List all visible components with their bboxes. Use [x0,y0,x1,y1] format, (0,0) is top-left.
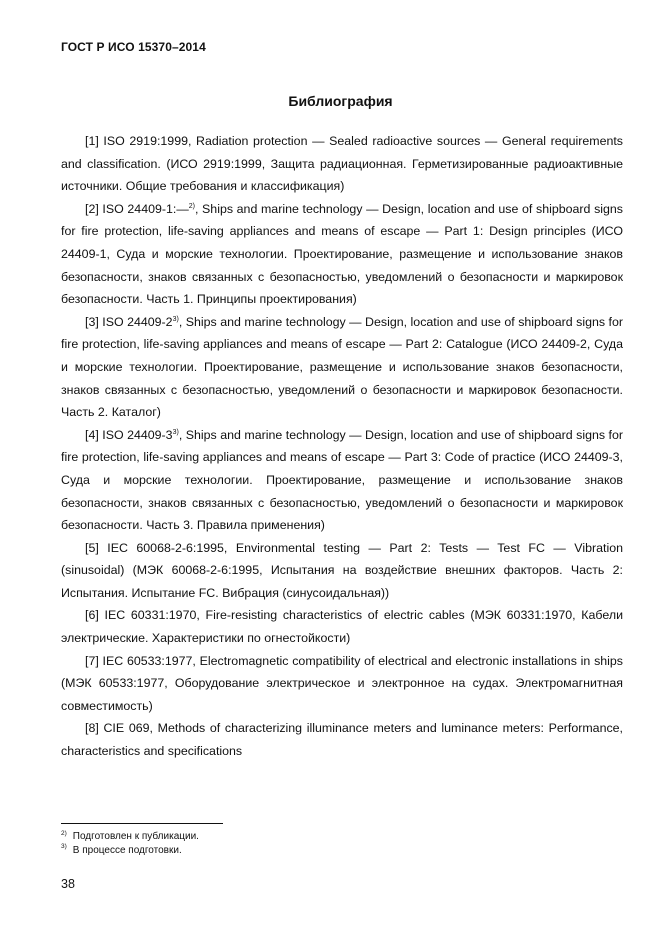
reference-text-continued: , Ships and marine technology — Design, location and use of shipboard signs for fire protection, life-saving appliances and means of escape — Part 2: Catalogue (ИСО 24409-2, Суда и морские технологии. Проектирование, размещение и использование знаков безопасности, знаков связанных с безопасностью, уведомлений о безопасности и маркировок безопасности. Часть 2. Каталог) [61,314,623,420]
reference-item [61,717,623,762]
reference-text: IEC 60331:1970, Fire-resisting characteristics of electric cables (МЭК 60331:1970, Кабели электрические. Характеристики по огнестойкости) [61,608,623,646]
reference-text: ISO 24409-3 [98,427,173,442]
footnote-text: Подготовлен к публикации. [72,831,199,842]
reference-number: [4] [85,427,99,442]
page-title: Библиография [288,93,393,109]
footnote-divider [61,823,223,824]
footnote-marker: 2) [188,202,195,210]
footnote-marker: 3) [172,428,179,436]
reference-number: [8] [85,721,99,736]
reference-item [61,311,623,424]
reference-text: IEC 60533:1977, Electromagnetic compatibility of electrical and electronic installations in ships (МЭК 60533:1977, Оборудование электрическое и электронное на судах. Электромагнитная совместимость) [61,653,623,713]
bibliography-list [61,130,623,763]
footnote-mark: 3) [61,843,67,851]
reference-item [61,650,623,718]
reference-item [61,424,623,537]
footnote-mark: 2) [61,829,67,837]
footnote-marker: 3) [172,315,179,323]
footnotes [61,830,199,857]
footnote [61,830,199,844]
reference-text-continued: , Ships and marine technology — Design, location and use of shipboard signs for fire protection, life-saving appliances and means of escape — Part 3: Code of practice (ИСО 24409-3, Суда и морские технологии. Проектирование, размещение и использование знаков безопасности, знаков связанных с безопасностью, уведомлений о безопасности и маркировок безопасности. Часть 3. Правила применения) [61,427,623,533]
reference-number: [1] [85,134,99,148]
reference-number: [5] [85,540,99,555]
reference-text-continued: , Ships and marine technology — Design, location and use of shipboard signs for fire protection, life-saving appliances and means of escape — Part 1: Design principles (ИСО 24409-1, Суда и морские технологии. Проектирование, размещение и использование знаков безопасности, знаков связанных с безопасностью, уведомлений о безопасности и маркировок безопасности. Часть 1. Принципы проектирования) [61,201,623,307]
footnote [61,844,199,858]
reference-item [61,198,623,311]
reference-item [61,130,623,198]
reference-number: [2] [85,201,99,216]
reference-text: ISO 24409-2 [98,314,173,329]
footnote-text: В процессе подготовки. [72,844,182,856]
reference-number: [7] [85,653,99,668]
document-code-header: ГОСТ Р ИСО 15370–2014 [61,40,206,54]
reference-number: [3] [85,314,99,329]
reference-text: ISO 24409-1:— [98,201,189,216]
reference-text: ISO 2919:1999, Radiation protection — Sealed radioactive sources — General requirements and classification. (ИСО 2919:1999, Защита радиационная. Герметизированные радиоактивные источники. Общие требования и классификация) [61,134,623,194]
reference-text: IEC 60068-2-6:1995, Environmental testing — Part 2: Tests — Test FC — Vibration (sinusoidal) (МЭК 60068-2-6:1995, Испытания на воздействие внешних факторов. Часть 2: Испытания. Испытание FC. Вибрация (синусоидальная)) [61,540,623,600]
reference-text: CIE 069, Methods of characterizing illuminance meters and luminance meters: Performance, characteristics and specifications [61,721,623,759]
reference-number: [6] [85,608,99,623]
page-number: 38 [61,877,75,891]
reference-item [61,537,623,605]
reference-item [61,604,623,649]
